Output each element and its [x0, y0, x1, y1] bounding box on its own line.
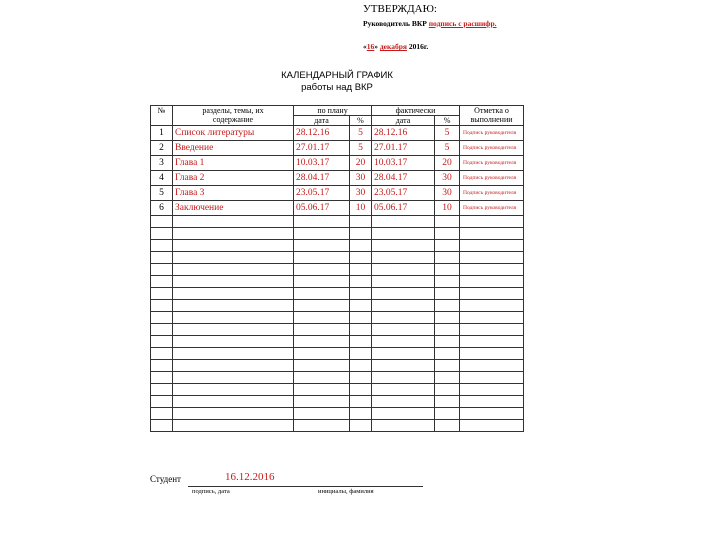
- empty-cell: [435, 420, 460, 432]
- empty-cell: [151, 312, 173, 324]
- header-plan-percent: %: [350, 116, 372, 126]
- row-number: 2: [151, 141, 173, 156]
- empty-cell: [173, 288, 294, 300]
- approval-signature: подпись с расшифр.: [428, 18, 497, 28]
- row-plan-date: 23.05.17: [294, 186, 350, 201]
- empty-cell: [372, 264, 435, 276]
- empty-cell: [350, 420, 372, 432]
- empty-cell: [151, 264, 173, 276]
- row-mark: Подпись руководителя: [460, 186, 524, 201]
- empty-row: [151, 276, 524, 288]
- row-number: 5: [151, 186, 173, 201]
- empty-cell: [350, 396, 372, 408]
- empty-cell: [350, 228, 372, 240]
- empty-cell: [173, 312, 294, 324]
- empty-cell: [151, 360, 173, 372]
- empty-cell: [350, 324, 372, 336]
- empty-row: [151, 288, 524, 300]
- empty-row: [151, 420, 524, 432]
- header-plan: по плану: [294, 106, 372, 116]
- row-section: Список литературы: [173, 126, 294, 141]
- empty-row: [151, 216, 524, 228]
- empty-cell: [435, 336, 460, 348]
- empty-row: [151, 228, 524, 240]
- empty-row: [151, 372, 524, 384]
- empty-cell: [294, 252, 350, 264]
- empty-cell: [435, 396, 460, 408]
- empty-cell: [460, 324, 524, 336]
- empty-row: [151, 408, 524, 420]
- empty-cell: [294, 240, 350, 252]
- empty-cell: [173, 384, 294, 396]
- empty-cell: [372, 336, 435, 348]
- empty-cell: [435, 312, 460, 324]
- approval-block: [363, 3, 497, 52]
- empty-cell: [372, 228, 435, 240]
- empty-row: [151, 384, 524, 396]
- empty-cell: [435, 216, 460, 228]
- empty-cell: [460, 276, 524, 288]
- empty-cell: [173, 360, 294, 372]
- approval-date-open: «: [363, 42, 367, 52]
- row-plan-percent: 20: [350, 156, 372, 171]
- row-section: Введение: [173, 141, 294, 156]
- empty-cell: [173, 348, 294, 360]
- row-actual-percent: 5: [435, 126, 460, 141]
- empty-cell: [294, 360, 350, 372]
- header-number: №: [151, 106, 173, 126]
- approval-date-month: декабря: [379, 42, 407, 52]
- empty-cell: [460, 216, 524, 228]
- empty-row: [151, 336, 524, 348]
- empty-cell: [294, 420, 350, 432]
- header-actual: фактически: [372, 106, 460, 116]
- empty-cell: [460, 240, 524, 252]
- empty-cell: [435, 360, 460, 372]
- row-actual-date: 10.03.17: [372, 156, 435, 171]
- empty-cell: [173, 252, 294, 264]
- row-number: 3: [151, 156, 173, 171]
- empty-cell: [294, 300, 350, 312]
- empty-cell: [151, 288, 173, 300]
- empty-cell: [294, 396, 350, 408]
- empty-cell: [372, 312, 435, 324]
- row-section: Глава 1: [173, 156, 294, 171]
- header-actual-percent: %: [435, 116, 460, 126]
- empty-cell: [151, 252, 173, 264]
- document-subtitle: работы над ВКР: [301, 81, 373, 93]
- row-actual-percent: 30: [435, 186, 460, 201]
- empty-cell: [294, 384, 350, 396]
- empty-cell: [294, 408, 350, 420]
- row-mark: Подпись руководителя: [460, 126, 524, 141]
- empty-cell: [435, 240, 460, 252]
- header-mark-line1: Отметка о: [474, 106, 509, 115]
- empty-cell: [435, 252, 460, 264]
- row-actual-percent: 5: [435, 141, 460, 156]
- empty-cell: [151, 372, 173, 384]
- empty-cell: [151, 300, 173, 312]
- row-plan-date: 28.04.17: [294, 171, 350, 186]
- empty-cell: [350, 312, 372, 324]
- empty-cell: [460, 312, 524, 324]
- empty-cell: [151, 228, 173, 240]
- student-signature-block: [150, 471, 570, 511]
- row-plan-date: 10.03.17: [294, 156, 350, 171]
- row-plan-date: 27.01.17: [294, 141, 350, 156]
- empty-cell: [460, 372, 524, 384]
- empty-cell: [173, 300, 294, 312]
- empty-cell: [372, 324, 435, 336]
- table-row: [151, 141, 524, 156]
- empty-cell: [460, 228, 524, 240]
- empty-cell: [151, 408, 173, 420]
- row-number: 4: [151, 171, 173, 186]
- empty-cell: [294, 288, 350, 300]
- row-mark: Подпись руководителя: [460, 141, 524, 156]
- row-plan-percent: 30: [350, 186, 372, 201]
- row-mark: Подпись руководителя: [460, 171, 524, 186]
- empty-cell: [294, 372, 350, 384]
- empty-cell: [372, 396, 435, 408]
- row-plan-percent: 10: [350, 201, 372, 216]
- empty-cell: [173, 372, 294, 384]
- header-plan-date: дата: [294, 116, 350, 126]
- empty-cell: [372, 300, 435, 312]
- empty-row: [151, 300, 524, 312]
- student-label: Студент: [150, 474, 181, 484]
- row-plan-date: 28.12.16: [294, 126, 350, 141]
- row-actual-percent: 30: [435, 171, 460, 186]
- row-plan-date: 05.06.17: [294, 201, 350, 216]
- document-title: КАЛЕНДАРНЫЙ ГРАФИК: [281, 70, 393, 81]
- empty-cell: [435, 372, 460, 384]
- empty-row: [151, 312, 524, 324]
- row-mark: Подпись руководителя: [460, 201, 524, 216]
- empty-cell: [294, 348, 350, 360]
- approval-date-close: »: [374, 42, 378, 52]
- empty-cell: [173, 228, 294, 240]
- empty-cell: [460, 348, 524, 360]
- empty-cell: [372, 288, 435, 300]
- empty-cell: [151, 324, 173, 336]
- header-section: [173, 106, 294, 126]
- empty-cell: [350, 240, 372, 252]
- empty-cell: [435, 348, 460, 360]
- empty-cell: [350, 336, 372, 348]
- caption-signature: подпись, дата: [192, 488, 230, 495]
- empty-cell: [372, 240, 435, 252]
- empty-row: [151, 360, 524, 372]
- empty-cell: [372, 252, 435, 264]
- empty-cell: [460, 300, 524, 312]
- row-section: Заключение: [173, 201, 294, 216]
- empty-cell: [372, 372, 435, 384]
- empty-cell: [294, 216, 350, 228]
- empty-cell: [372, 408, 435, 420]
- empty-cell: [151, 216, 173, 228]
- schedule-table: [150, 105, 524, 432]
- header-section-line2: содержание: [212, 115, 254, 124]
- empty-cell: [294, 276, 350, 288]
- header-actual-date: дата: [372, 116, 435, 126]
- empty-cell: [460, 264, 524, 276]
- empty-cell: [435, 300, 460, 312]
- header-section-line1: разделы, темы, их: [202, 106, 264, 115]
- header-mark-line2: выполнении: [470, 115, 513, 124]
- empty-cell: [294, 312, 350, 324]
- empty-cell: [294, 336, 350, 348]
- empty-cell: [173, 216, 294, 228]
- empty-cell: [435, 324, 460, 336]
- row-plan-percent: 30: [350, 171, 372, 186]
- caption-name: инициалы, фамилия: [318, 488, 374, 495]
- row-actual-date: 28.04.17: [372, 171, 435, 186]
- empty-cell: [350, 300, 372, 312]
- empty-cell: [173, 264, 294, 276]
- empty-cell: [151, 276, 173, 288]
- row-number: 1: [151, 126, 173, 141]
- row-mark: Подпись руководителя: [460, 156, 524, 171]
- empty-cell: [460, 384, 524, 396]
- empty-cell: [372, 420, 435, 432]
- empty-cell: [350, 276, 372, 288]
- row-actual-date: 23.05.17: [372, 186, 435, 201]
- empty-cell: [294, 228, 350, 240]
- empty-cell: [151, 384, 173, 396]
- name-line: [306, 486, 399, 487]
- empty-cell: [350, 360, 372, 372]
- empty-cell: [294, 324, 350, 336]
- empty-cell: [350, 348, 372, 360]
- empty-cell: [372, 384, 435, 396]
- empty-cell: [460, 396, 524, 408]
- row-plan-percent: 5: [350, 126, 372, 141]
- approval-head-label: Руководитель ВКР: [363, 18, 427, 28]
- empty-row: [151, 396, 524, 408]
- empty-cell: [372, 348, 435, 360]
- empty-cell: [350, 252, 372, 264]
- empty-cell: [460, 336, 524, 348]
- empty-row: [151, 348, 524, 360]
- row-actual-date: 28.12.16: [372, 126, 435, 141]
- empty-cell: [350, 216, 372, 228]
- table-row: [151, 186, 524, 201]
- empty-cell: [435, 264, 460, 276]
- empty-cell: [151, 348, 173, 360]
- document-title-block: [0, 70, 674, 94]
- empty-row: [151, 240, 524, 252]
- empty-cell: [151, 396, 173, 408]
- table-row: [151, 156, 524, 171]
- empty-cell: [151, 240, 173, 252]
- empty-cell: [460, 288, 524, 300]
- empty-cell: [460, 252, 524, 264]
- empty-cell: [173, 336, 294, 348]
- empty-cell: [173, 276, 294, 288]
- empty-cell: [350, 264, 372, 276]
- row-actual-date: 05.06.17: [372, 201, 435, 216]
- empty-cell: [350, 288, 372, 300]
- empty-cell: [350, 408, 372, 420]
- empty-cell: [173, 324, 294, 336]
- header-mark: [460, 106, 524, 126]
- empty-row: [151, 264, 524, 276]
- row-actual-percent: 10: [435, 201, 460, 216]
- empty-cell: [372, 216, 435, 228]
- empty-cell: [435, 288, 460, 300]
- table-row: [151, 171, 524, 186]
- empty-cell: [372, 360, 435, 372]
- empty-row: [151, 252, 524, 264]
- empty-cell: [435, 276, 460, 288]
- student-date: 16.12.2016: [225, 471, 275, 483]
- empty-cell: [460, 360, 524, 372]
- approval-head-line: [363, 19, 497, 28]
- table-row: [151, 201, 524, 216]
- empty-cell: [460, 420, 524, 432]
- empty-cell: [460, 408, 524, 420]
- empty-cell: [151, 336, 173, 348]
- empty-cell: [435, 384, 460, 396]
- empty-cell: [294, 264, 350, 276]
- empty-row: [151, 324, 524, 336]
- empty-cell: [372, 276, 435, 288]
- empty-cell: [173, 408, 294, 420]
- row-actual-date: 27.01.17: [372, 141, 435, 156]
- row-section: Глава 2: [173, 171, 294, 186]
- row-number: 6: [151, 201, 173, 216]
- empty-cell: [173, 396, 294, 408]
- empty-cell: [173, 240, 294, 252]
- empty-cell: [151, 420, 173, 432]
- row-section: Глава 3: [173, 186, 294, 201]
- approval-title: УТВЕРЖДАЮ:: [363, 3, 437, 15]
- empty-cell: [435, 228, 460, 240]
- approval-date: [363, 42, 497, 51]
- row-plan-percent: 5: [350, 141, 372, 156]
- approval-date-day: 16: [366, 42, 375, 52]
- empty-cell: [350, 372, 372, 384]
- row-actual-percent: 20: [435, 156, 460, 171]
- table-row: [151, 126, 524, 141]
- approval-date-year: 2016г.: [408, 42, 429, 52]
- empty-cell: [435, 408, 460, 420]
- empty-cell: [350, 384, 372, 396]
- empty-cell: [173, 420, 294, 432]
